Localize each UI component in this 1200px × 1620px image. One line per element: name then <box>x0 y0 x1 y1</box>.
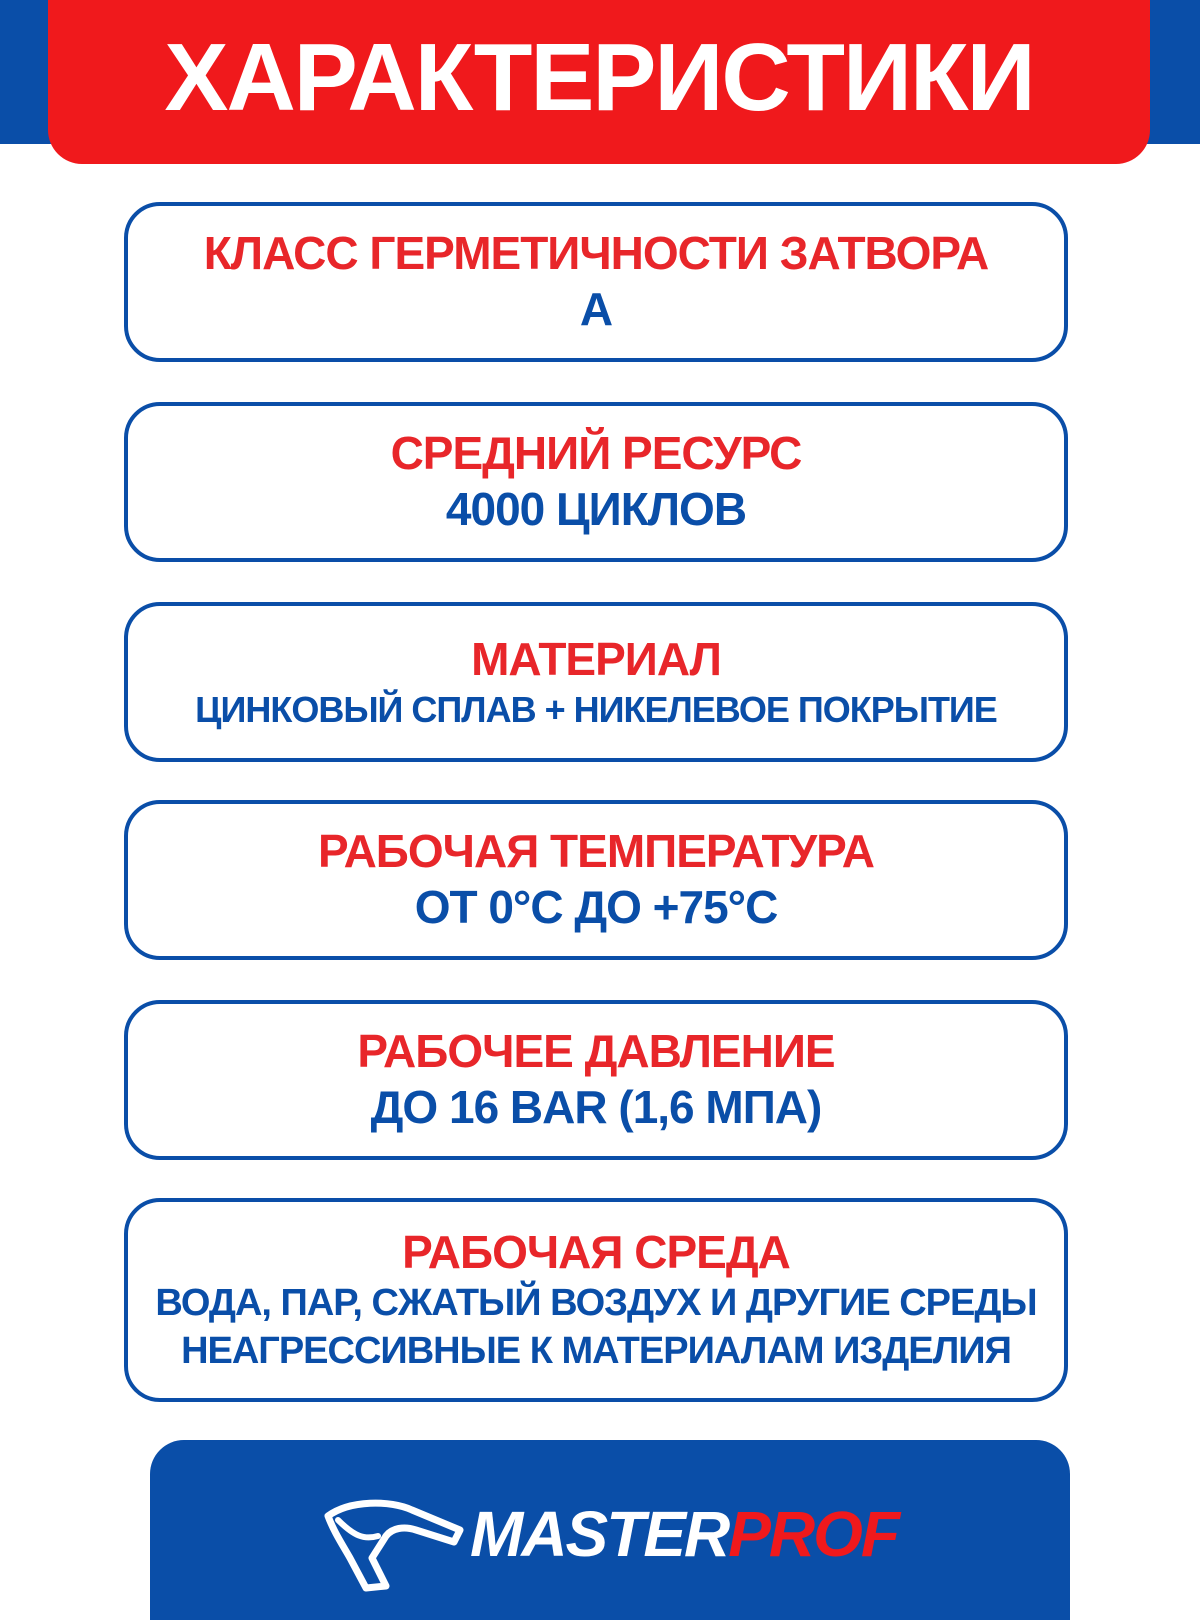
wrench-icon <box>320 1496 470 1596</box>
spec-value: ДО 16 BAR (1,6 МПА) <box>370 1080 822 1133</box>
brand-wordmark-prof: PROF <box>728 1498 898 1570</box>
page-title: ХАРАКТЕРИСТИКИ <box>164 24 1034 131</box>
spec-label: МАТЕРИАЛ <box>471 632 721 685</box>
brand-wordmark <box>470 1498 898 1570</box>
footer-banner <box>150 1440 1070 1620</box>
brand-logo <box>320 1496 920 1596</box>
spec-card-resource <box>124 402 1068 562</box>
spec-value: ОТ 0°С ДО +75°С <box>414 880 778 933</box>
spec-label: КЛАСС ГЕРМЕТИЧНОСТИ ЗАТВОРА <box>203 226 989 279</box>
spec-value: 4000 ЦИКЛОВ <box>445 482 747 535</box>
spec-label: РАБОЧАЯ ТЕМПЕРАТУРА <box>317 824 875 877</box>
spec-label: СРЕДНИЙ РЕСУРС <box>390 426 802 479</box>
header-banner <box>48 0 1150 164</box>
spec-card-medium <box>124 1198 1068 1402</box>
spec-value-line-2: НЕАГРЕССИВНЫЕ К МАТЕРИАЛАМ ИЗДЕЛИЯ <box>181 1329 1011 1372</box>
spec-card-temperature <box>124 800 1068 960</box>
brand-wordmark-master: MASTER <box>470 1498 729 1570</box>
spec-label: РАБОЧЕЕ ДАВЛЕНИЕ <box>357 1024 835 1077</box>
spec-value: ЦИНКОВЫЙ СПЛАВ + НИКЕЛЕВОЕ ПОКРЫТИЕ <box>195 689 997 731</box>
spec-card-sealing-class <box>124 202 1068 362</box>
spec-value-line-1: ВОДА, ПАР, СЖАТЫЙ ВОЗДУХ И ДРУГИЕ СРЕДЫ <box>155 1282 1037 1325</box>
spec-card-pressure <box>124 1000 1068 1160</box>
spec-card-material <box>124 602 1068 762</box>
spec-value: А <box>579 282 613 335</box>
spec-label: РАБОЧАЯ СРЕДА <box>402 1225 790 1278</box>
